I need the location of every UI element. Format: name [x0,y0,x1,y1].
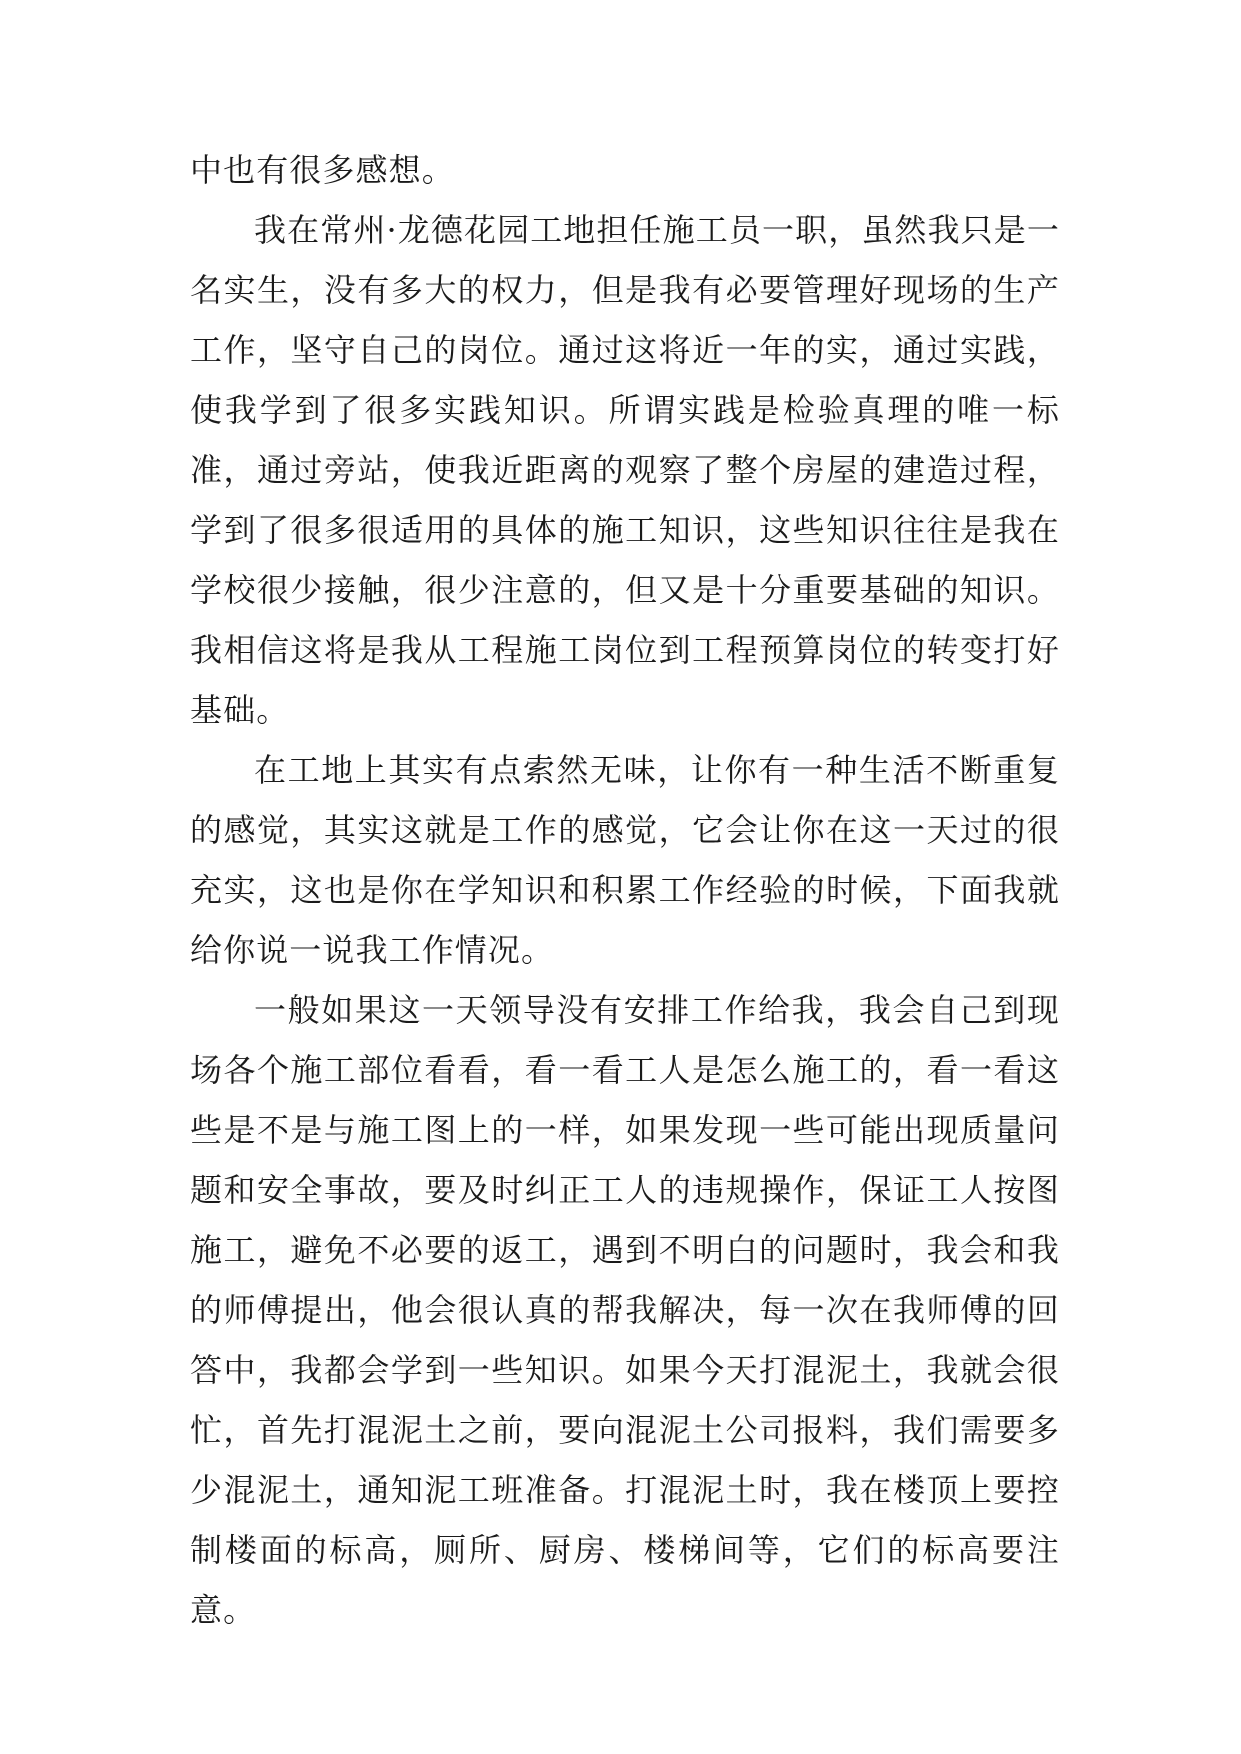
paragraph-1: 中也有很多感想。 [190,151,455,189]
paragraph-4: 一般如果这一天领导没有安排工作给我，我会自己到现场各个施工部位看看，看一看工人是怎么施工的，看一看这些是不是与施工图上的一样，如果发现一些可能出现质量问题和安全事故，要及时纠正工人的违规操作，保证工人按图施工，避免不必要的返工，遇到不明白的问题时，我会和我的师傅提出，他会很认真的帮我解决，每一次在我师傅的回答中，我都会学到一些知识。如果今天打混泥土，我就会很忙，首先打混泥土之前，要向混泥土公司报料，我们需要多少混泥土，通知泥工班准备。打混泥土时，我在楼顶上要控制楼面的标高，厕所、厨房、楼梯间等，它们的标高要注意。 [190,991,1060,1629]
paragraph-2: 我在常州·龙德花园工地担任施工员一职，虽然我只是一名实生，没有多大的权力，但是我有必要管理好现场的生产工作，坚守自己的岗位。通过这将近一年的实，通过实践，使我学到了很多实践知识。所谓实践是检验真理的唯一标准，通过旁站，使我近距离的观察了整个房屋的建造过程，学到了很多很适用的具体的施工知识，这些知识往往是我在学校很少接触，很少注意的，但又是十分重要基础的知识。我相信这将是我从工程施工岗位到工程预算岗位的转变打好基础。 [190,211,1060,729]
document-page [190,140,1060,1640]
paragraph-3: 在工地上其实有点索然无味，让你有一种生活不断重复的感觉，其实这就是工作的感觉，它会让你在这一天过的很充实，这也是你在学知识和积累工作经验的时候，下面我就给你说一说我工作情况。 [190,751,1060,969]
